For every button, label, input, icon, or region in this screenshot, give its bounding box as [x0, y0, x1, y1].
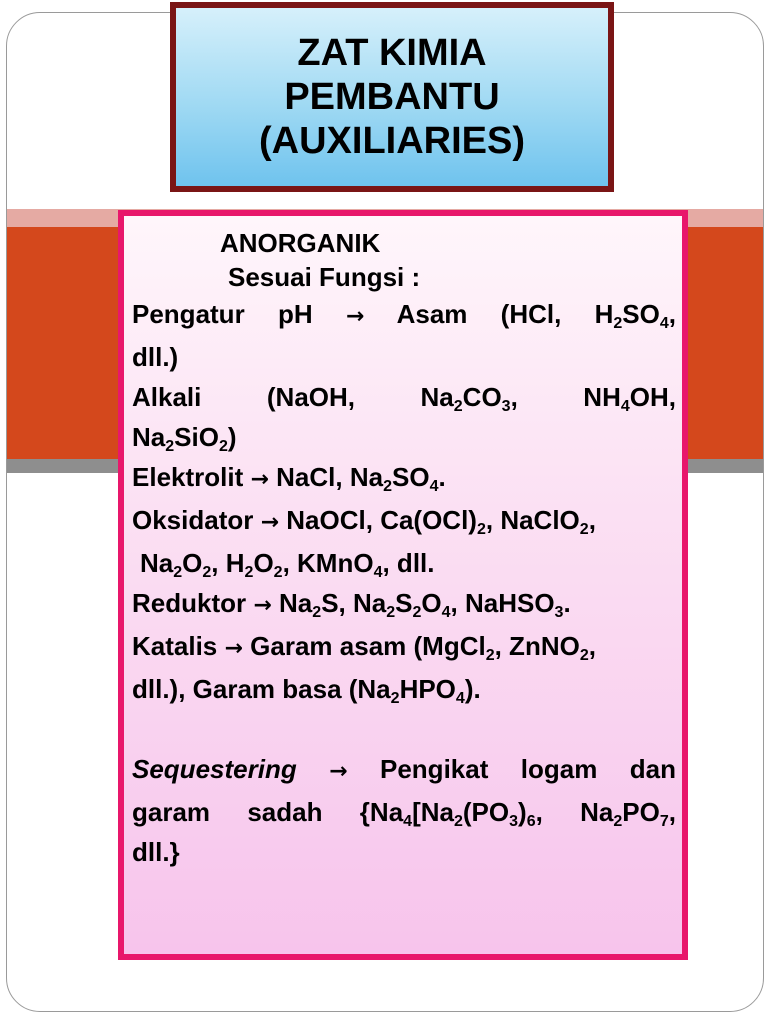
- arrow-icon: →: [260, 510, 280, 535]
- item-katalis: Katalis → Garam asam (MgCl$_2$, ZnNO$_2$,: [132, 631, 596, 664]
- arrow-icon: →: [329, 759, 348, 784]
- item-alkali-tail: $Na_2SiO_2$): [132, 422, 237, 455]
- item-oksidator-tail: $Na_2O_2$, $H_2O_2$, KMnO$_4$, dll.: [140, 548, 435, 581]
- slide-title: [259, 31, 525, 163]
- item-pengatur-ph-tail: dll.): [132, 342, 179, 372]
- item-reduktor: Reduktor → $Na_2S$, $Na_2S_2O_4$, NaHSO$_3$.: [132, 588, 571, 621]
- content-heading: ANORGANIK: [220, 228, 381, 258]
- item-sequestering-tail: dll.}: [132, 837, 180, 867]
- content-subheading: Sesuai Fungsi :: [228, 262, 421, 292]
- item-elektrolit: Elektrolit → NaCl, $Na_2SO_4$.: [132, 462, 446, 495]
- item-katalis-tail: dll.), Garam basa $(Na_2HPO_4)$.: [132, 674, 481, 707]
- item-sequestering: Sequestering → Pengikat logam dan: [132, 754, 676, 784]
- title-box: [170, 2, 614, 192]
- content-box: [118, 210, 688, 960]
- spacer: [132, 709, 676, 749]
- item-pengatur-ph: Pengatur pH → Asam (HCl, $H_2SO_4$,: [132, 299, 676, 332]
- item-oksidator: Oksidator → NaOCl, $Ca(OCl)_2$, NaClO$_2$,: [132, 505, 596, 538]
- arrow-icon: →: [224, 636, 243, 661]
- title-line-1: ZAT KIMIA: [297, 32, 487, 74]
- title-line-2: PEMBANTU: [284, 76, 500, 118]
- arrow-icon: →: [250, 467, 269, 492]
- arrow-icon: →: [345, 304, 365, 329]
- item-alkali: Alkali (NaOH, $Na_2CO_3$, $NH_4OH$,: [132, 382, 677, 415]
- item-sequestering-line2: garam sadah {$Na_4[Na_2(PO_3)_6$, $Na_2PO_7$,: [132, 797, 677, 830]
- arrow-icon: →: [253, 593, 272, 618]
- title-line-3: (AUXILIARIES): [259, 120, 525, 162]
